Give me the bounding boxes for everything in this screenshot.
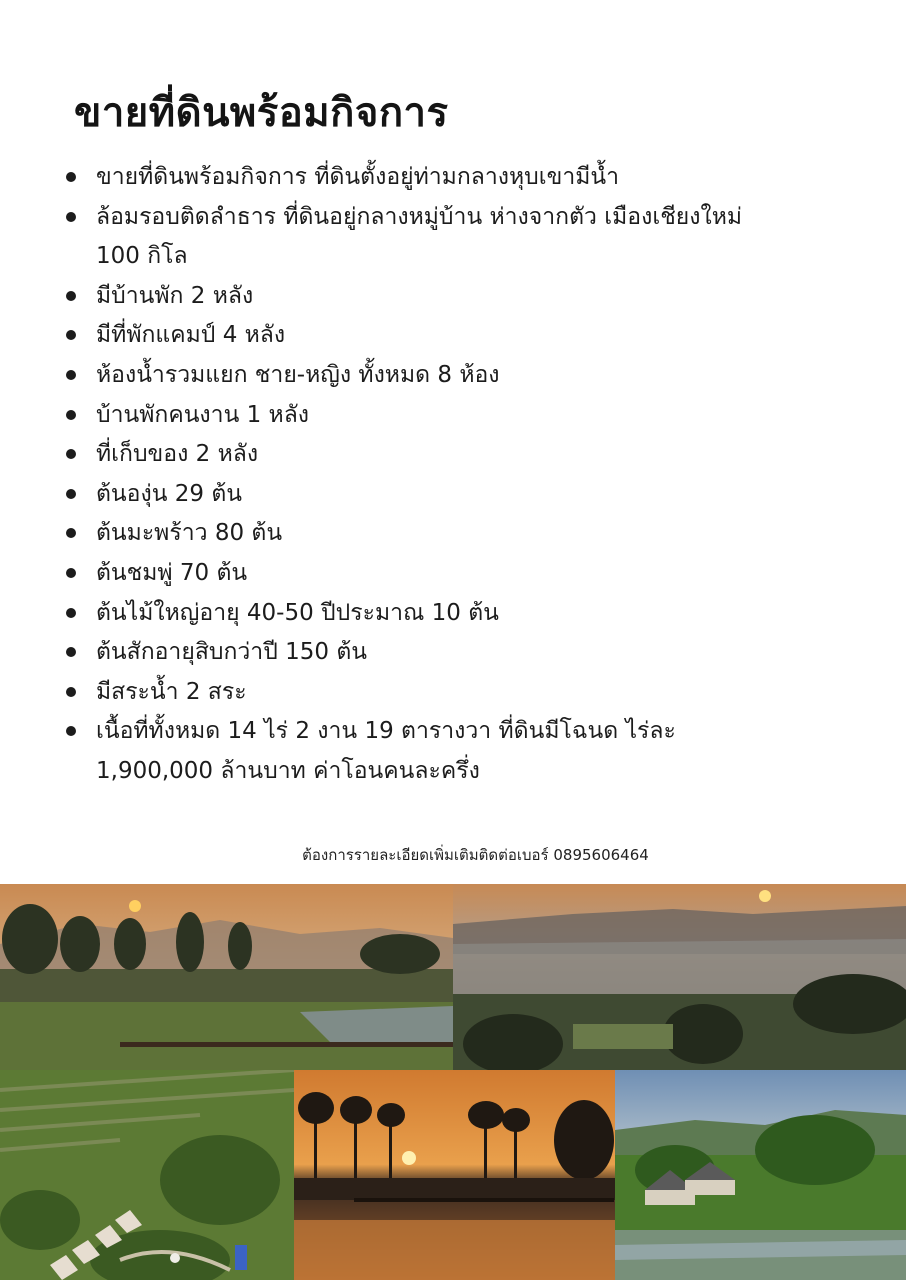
list-item: ต้นมะพร้าว 80 ต้น: [64, 514, 864, 554]
photo-aerial-tents: [0, 1070, 294, 1280]
photo-sunset-reflection: [294, 1070, 615, 1280]
list-item: เนื้อที่ทั้งหมด 14 ไร่ 2 งาน 19 ตารางวา ที่ดินมีโฉนด ไร่ละ 1,900,000 ล้านบาท ค่าโอนคนละครึ่ง: [64, 712, 736, 791]
page-title: ขายที่ดินพร้อมกิจการ: [74, 90, 449, 136]
list-item: ต้นองุ่น 29 ต้น: [64, 475, 864, 515]
list-item: ที่เก็บของ 2 หลัง: [64, 435, 864, 475]
photo-houses-garden: [615, 1070, 906, 1280]
list-item: ต้นชมพู่ 70 ต้น: [64, 554, 864, 594]
list-item: บ้านพักคนงาน 1 หลัง: [64, 396, 864, 436]
list-item: มีสระน้ำ 2 สระ: [64, 673, 864, 713]
list-item: ล้อมรอบติดลำธาร ที่ดินอยู่กลางหมู่บ้าน ห่างจากตัว เมืองเชียงใหม่ 100 กิโล: [64, 198, 746, 277]
list-item: ขายที่ดินพร้อมกิจการ ที่ดินตั้งอยู่ท่ามกลางหุบเขามีน้ำ: [64, 158, 864, 198]
photo-sunrise-field: [0, 884, 453, 1070]
list-item: ต้นสักอายุสิบกว่าปี 150 ต้น: [64, 633, 864, 673]
feature-list: [64, 158, 864, 792]
list-item: ต้นไม้ใหญ่อายุ 40-50 ปีประมาณ 10 ต้น: [64, 594, 864, 634]
list-item: ห้องน้ำรวมแยก ชาย-หญิง ทั้งหมด 8 ห้อง: [64, 356, 864, 396]
list-item: มีบ้านพัก 2 หลัง: [64, 277, 864, 317]
contact-line: ต้องการรายละเอียดเพิ่มเติมติดต่อเบอร์ 0895606464: [302, 846, 649, 864]
list-item: มีที่พักแคมป์ 4 หลัง: [64, 316, 864, 356]
photo-misty-valley: [453, 884, 906, 1070]
